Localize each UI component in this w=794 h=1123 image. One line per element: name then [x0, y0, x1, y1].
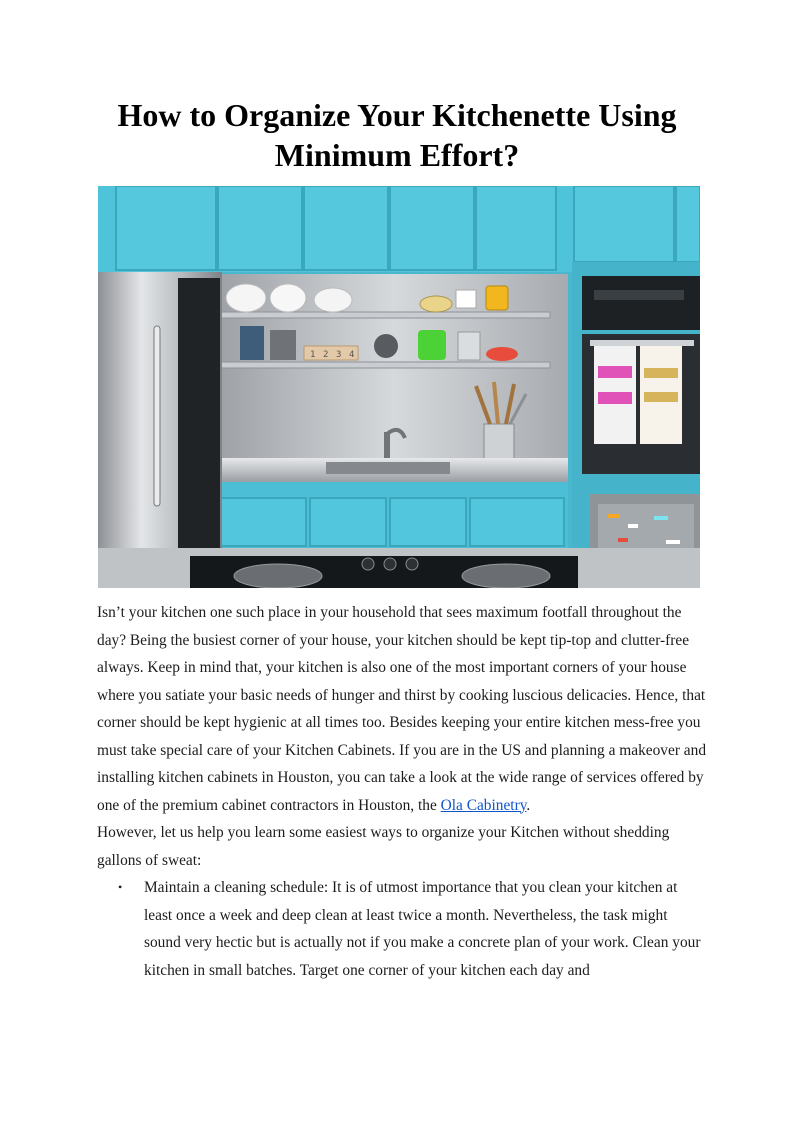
cooktop-counter — [98, 548, 700, 588]
list-item-text: Maintain a cleaning schedule: It is of utmost importance that you clean your kitchen at least once a week and deep clean at least twice a month. Nevertheless, the task might sound very hectic but is actually not if you make a concrete plan of your work. Clean your kitchen in small batches. Target one corner of your kitchen each day and — [144, 879, 701, 979]
list-item — [97, 874, 707, 984]
canister-label-3: 3 — [336, 350, 342, 360]
bullet-icon: • — [118, 880, 123, 894]
intro-paragraph — [97, 599, 707, 819]
refrigerator — [98, 272, 222, 572]
intro-paragraph-end: . — [526, 796, 531, 814]
article-body — [97, 599, 707, 984]
page-title: How to Organize Your Kitchenette Using Minimum Effort? — [117, 97, 677, 173]
tips-list — [97, 874, 707, 984]
canister-label-4: 4 — [349, 350, 355, 360]
wall-oven — [572, 262, 700, 588]
second-paragraph: However, let us help you learn some easiest ways to organize your Kitchen without shedding gallons of sweat: — [97, 824, 670, 869]
upper-cabinets — [98, 186, 700, 272]
intro-paragraph-text: Isn’t your kitchen one such place in your household that sees maximum footfall throughout the day? Being the busiest corner of your house, your kitchen should be kept tip-top and clutter-free always. Keep in mind that, your kitchen is also one of the most important corners of your house where you satiate your basic needs of hunger and thirst by cooking luscious delicacies. Hence, that corner should be kept hygienic at all times too. Besides keeping your entire kitchen mess-free you must take special care of your Kitchen Cabinets. If you are in the US and planning a makeover and installing kitchen cabinets in Houston, you can take a look at the wide range of services offered by one of the premium cabinet contractors in Houston, the — [97, 604, 707, 814]
kitchen-photo — [98, 186, 700, 588]
lower-cabinets — [208, 482, 568, 554]
ola-cabinetry-link[interactable]: Ola Cabinetry — [440, 796, 527, 814]
canister-label-1: 1 — [310, 350, 316, 360]
canister-label-2: 2 — [323, 350, 329, 360]
